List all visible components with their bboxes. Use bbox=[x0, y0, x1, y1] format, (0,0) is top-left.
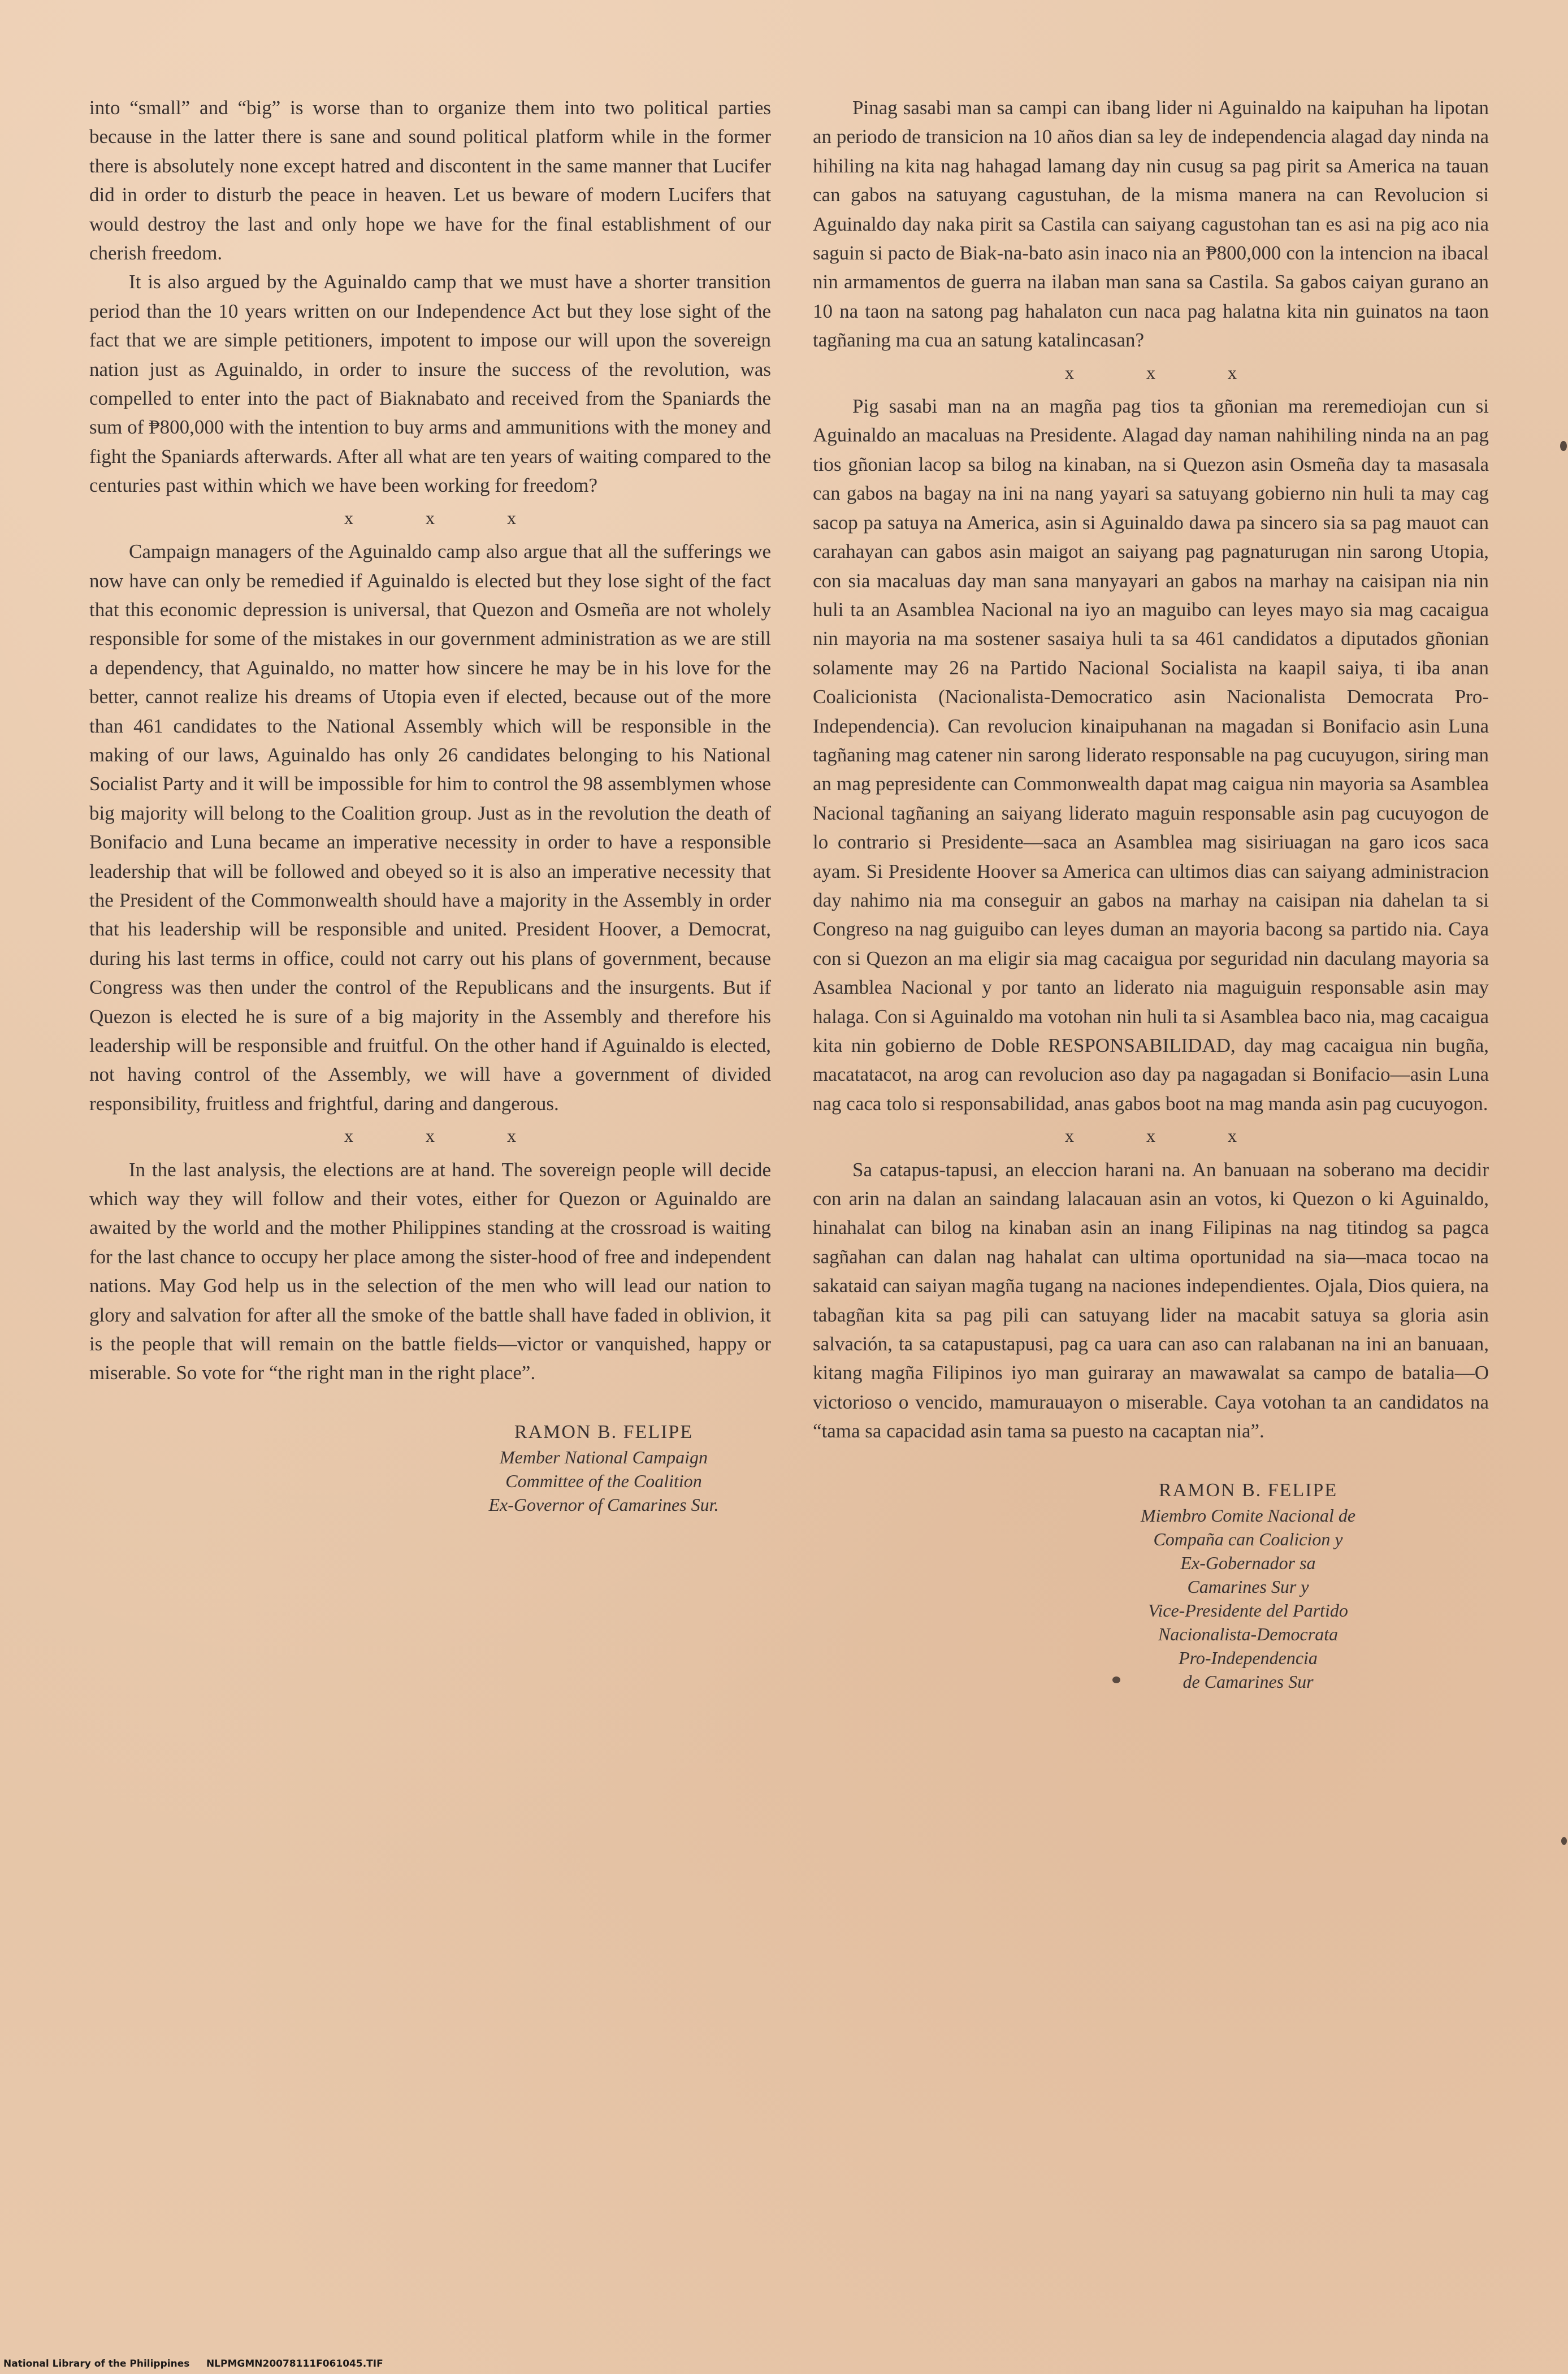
left-paragraph-4: In the last analysis, the elections are at hand. The sovereign people will decide which way they will follow and their votes, either for Quezon or Aguinaldo are awaited by the world and the mother Philippines standing at the crossroad is waiting for the last chance to occupy her place among the sister-hood of free and independent nations. May God help us in the selection of the men who will lead our nation to glory and salvation for after all the smoke of the battle shall have faded in oblivion, it is the people that will remain on the battle fields—victor or vanquished, happy or miserable. So vote for “the right man in the right place”. bbox=[89, 1158, 771, 1384]
signature-title-line: Ex-Gobernador sa bbox=[1180, 1552, 1316, 1573]
section-separator: x x x bbox=[1065, 1125, 1271, 1146]
left-signature-block bbox=[440, 1420, 768, 1517]
paper-speck bbox=[1561, 1837, 1567, 1845]
signature-title-line: Vice-Presidente del Partido bbox=[1148, 1600, 1348, 1621]
footer-file-id: NLPMGMN20078111F061045.TIF bbox=[206, 2358, 383, 2369]
left-column bbox=[89, 93, 771, 1517]
paper-speck bbox=[1112, 1676, 1120, 1683]
signature-title-line: de Camarines Sur bbox=[1183, 1671, 1314, 1692]
signature-title-line: Miembro Comite Nacional de bbox=[1140, 1505, 1356, 1526]
archive-footer bbox=[3, 2358, 383, 2369]
right-paragraph-3: Sa catapus-tapusi, an eleccion harani na. An banuaan na soberano ma decidir con arin na dalan an saindang lalacauan asin an votos, ki Quezon o ki Aguinaldo, hinahalat can bilog na kinaban asin an inang Filipinas na nag titindog sa pagca sagñahan can dalan nag hahalat can ultima oportunidad na sia—maca tocao na sakataid can saiyan magña tugang na naciones independientes. Ojala, Dios quiera, na tabagñan kita sa pag pili can satuyang lider na macabit satuya sa gloria asin salvación, ta sa catapustapusi, pag ca uara can aso can ralabanan na ini an banuaan, kitang magña Filipinos iyo man guiraray an mawawalat sa campo de batalia—O victorioso o vencido, mamurauayon o miserable. Caya votohan ta an candidatos na “tama sa capacidad asin tama sa puesto na cacaptan nia”. bbox=[813, 1158, 1489, 1442]
signature-title-line: Camarines Sur y bbox=[1187, 1576, 1309, 1597]
signature-title-line: Nacionalista-Democrata bbox=[1158, 1623, 1339, 1644]
right-column bbox=[813, 93, 1489, 1693]
left-paragraph-3: Campaign managers of the Aguinaldo camp also argue that all the sufferings we now have can only be remedied if Aguinaldo is elected but they lose sight of the fact that this economic depression is universal, that Quezon and Osmeña are not wholely responsible for some of the mistakes in our government administration as we are still a dependency, that Aguinaldo, no matter how sincere he may be in his love for the better, cannot realize his dreams of Utopia even if elected, because out of the more than 461 candidates to the National Assembly which will be responsible in the making of our laws, Aguinaldo has only 26 candidates belonging to his National Socialist Party and it will be impossible for him to control the 98 assemblymen whose big majority will belong to the Coalition group. Just as in the revolution the death of Bonifacio and Luna became an imperative necessity in order to have a responsible leadership that will be followed and obeyed so it is also an imperative necessity that the President of the Commonwealth should have a majority in the Assembly in order that his leadership will be responsible and united. President Hoover, a Democrat, during his last terms in office, could not carry out his plans of government, because Congress was then under the control of the Republicans and the insurgents. But if Quezon is elected he is sure of a big majority in the Assembly and therefore his leadership will be responsible and fruitful. On the other hand if Aguinaldo is elected, not having control of the Assembly, we will have a government of divided responsibility, fruitless and frightful, daring and dangerous. bbox=[89, 540, 771, 1115]
right-paragraph-1: Pinag sasabi man sa campi can ibang lider ni Aguinaldo na kaipuhan ha lipotan an periodo de transicion na 10 años dian sa ley de independencia alagad day ninda na hihiling na kita nag hahagad lamang day nin cusug sa pag pirit sa America na tauan can gabos na satuyang cagustuhan, de la misma manera na can Revolucion si Aguinaldo day naka pirit sa Castila can saiyang cagustohan tan es asi na pig aco nia saguin si pacto de Biak-na-bato asin inaco nia an ₱800,000 con la intencion na ibacal nin armamentos de guerra na ilaban man sana sa Castila. Sa gabos caiyan gurano an 10 na taon na satong pag hahalaton cun naca pag halatna kita nin guinatos na taon tagñaning ma cua an satung katalincasan? bbox=[813, 97, 1489, 352]
signature-name: RAMON B. FELIPE bbox=[1158, 1479, 1338, 1501]
signature-title-line: Compaña can Coalicion y bbox=[1153, 1528, 1343, 1549]
right-signature-block bbox=[1084, 1479, 1412, 1693]
left-paragraph-2: It is also argued by the Aguinaldo camp that we must have a shorter transition period than the 10 years written on our Independence Act but they lose sight of the fact that we are simple petitioners, impotent to impose our will upon the sovereign nation just as Aguinaldo, in order to insure the success of the revolution, was compelled to enter into the pact of Biaknabato and received from the Spaniards the sum of ₱800,000 with the intention to buy arms and ammunitions with the money and fight the Spaniards afterwards. After all what are ten years of waiting compared to the centuries past within which we have been working for freedom? bbox=[89, 271, 771, 497]
signature-name: RAMON B. FELIPE bbox=[514, 1421, 694, 1442]
signature-title-line: Ex-Governor of Camarines Sur. bbox=[488, 1494, 719, 1515]
paper-speck bbox=[1560, 441, 1567, 451]
section-separator: x x x bbox=[1065, 362, 1271, 383]
signature-title-line: Pro-Independencia bbox=[1179, 1647, 1318, 1668]
footer-library: National Library of the Philippines bbox=[3, 2358, 190, 2369]
signature-title-line: Member National Campaign bbox=[500, 1446, 708, 1467]
signature-title-line: Committee of the Coalition bbox=[505, 1470, 702, 1491]
section-separator: x x x bbox=[344, 1125, 550, 1146]
right-paragraph-2: Pig sasabi man na an magña pag tios ta gñonian ma reremediojan cun si Aguinaldo an macaluas na Presidente. Alagad day naman nahihiling ninda na an pag tios gñonian lacop sa bilog na kinaban, na si Quezon asin Osmeña day ta masasala can gabos na bagay na ini na nang yayari sa satuyang gobierno nin huli ta may cag sacop pa satuya na America, asin si Aguinaldo dawa pa sincero sia sa pag mauot can carahayan can gabos asin maigot an saiyang pag pagnaturugan nin sarong Utopia, con sia macaluas day man sana manyayari an gabos na marhay na caisipan nia nin huli ta an Asamblea Nacional na iyo an maguibo can leyes mayo sia mag cacaigua nin mayoria na ma sostener sasaiya huli ta sa 461 candidatos a diputados gñonian solamente may 26 na Partido Nacional Socialista na kaapil saiya, ti iba anan Coalicionista (Nacionalista-Democratico asin Nacionalista Democrata Pro-Independencia). Can revolucion kinaipuhanan na magadan si Bonifacio asin Luna tagñaning mag catener nin sarong liderato responsable na pag cucuyugon, siring man an mag pepresidente can Commonwealth dapat mag caigua nin mayoria sa Asamblea Nacional tagñaning an saiyang liderato maguin responsable asin pag cucuyogon de lo contrario si Presidente—saca an Asamblea mag sisiriuagan na garo icos saca ayam. Si Presidente Hoover sa America can ultimos dias can saiyang administracion day nahimo nia ma conseguir an gabos na marhay na caisipan nia dahelan ta si Congreso na nag guiguibo can leyes duman an mayoria bacong sa partido nia. Caya con si Quezon an ma eligir sia mag cacaigua por seguridad nin daculang mayoria sa Asamblea Nacional y por tanto an liderato nia maguiguin responsable asin may halaga. Con si Aguinaldo ma votohan nin huli ta si Asamblea baco nia, mag cacaigua kita nin gobierno de Doble RESPONSABILIDAD, day mag cacaigua nin bugña, macatatacot, na arog can revolucion aso day pa nagagadan si Bonifacio—asin Luna nag caca tolo si responsabilidad, anas gabos boot na mag manda asin pag cucuyogon. bbox=[813, 395, 1489, 1115]
left-paragraph-1: into “small” and “big” is worse than to organize them into two political parties because in the latter there is sane and sound political platform while in the former there is absolutely none except hatred and discontent in the same manner that Lucifer did in order to disturb the peace in heaven. Let us beware of modern Lucifers that would destroy the last and only hope we have for the final establishment of our cherish freedom. bbox=[89, 97, 771, 265]
section-separator: x x x bbox=[344, 507, 550, 528]
